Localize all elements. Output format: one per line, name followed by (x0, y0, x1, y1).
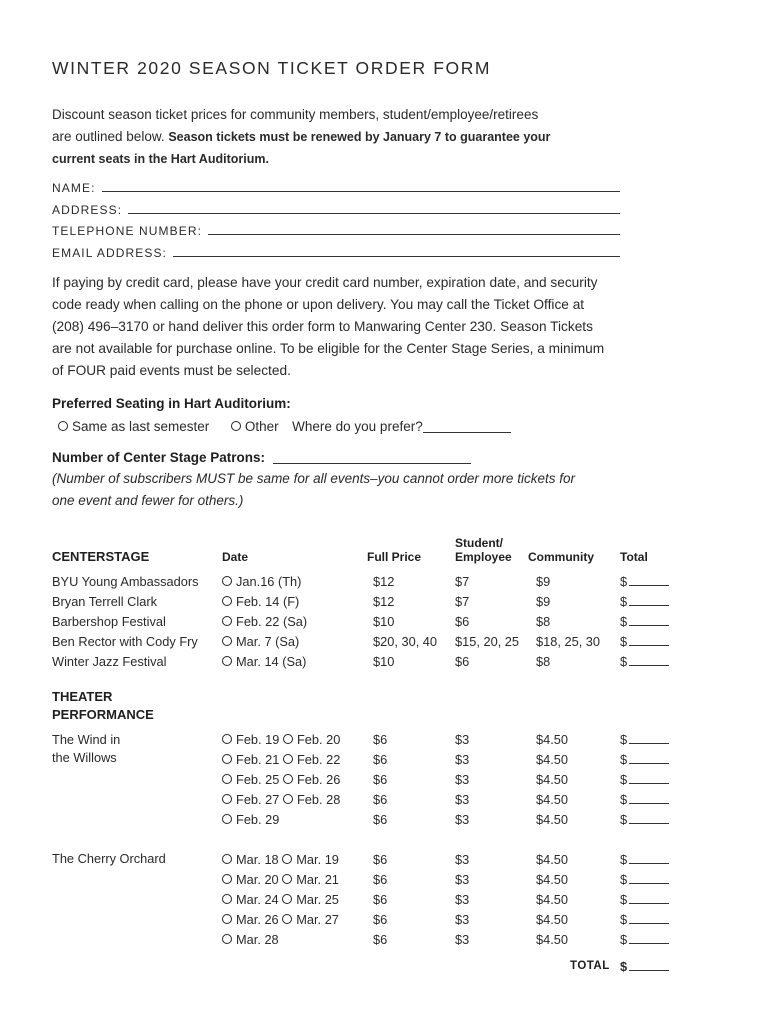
row-total[interactable] (620, 594, 669, 609)
event-name: Ben Rector with Cody Fry (52, 634, 198, 649)
date-radio[interactable] (283, 754, 293, 764)
radio-same-semester[interactable] (58, 421, 68, 431)
show-date: Mar. 25 (296, 892, 339, 907)
currency-symbol: $ (620, 852, 628, 867)
other-prompt: Where do you prefer? (292, 419, 423, 434)
show-date: Feb. 22 (296, 752, 341, 767)
full-price: $6 (373, 812, 388, 827)
telephone-label: TELEPHONE NUMBER: (52, 224, 203, 238)
student-price: $6 (455, 614, 470, 629)
student-price: $3 (455, 732, 470, 747)
show-date: Feb. 27 (236, 792, 280, 807)
patrons-heading-row (52, 450, 471, 465)
patrons-note (52, 468, 575, 512)
row-total[interactable] (620, 892, 669, 907)
community-price: $18, 25, 30 (536, 634, 601, 649)
row-total[interactable] (620, 732, 669, 747)
date-radio[interactable] (222, 656, 232, 666)
wind-title-line-1: The Wind in (52, 732, 121, 747)
full-price: $12 (373, 594, 395, 609)
show-date: Feb. 19 (236, 732, 280, 747)
date-radio[interactable] (283, 734, 293, 744)
full-price: $6 (373, 872, 388, 887)
event-date: Feb. 14 (F) (236, 594, 300, 609)
currency-symbol: $ (620, 872, 628, 887)
community-price: $8 (536, 654, 551, 669)
show-date: Mar. 18 (236, 852, 279, 867)
show-date: Mar. 28 (236, 932, 279, 947)
community-price: $4.50 (536, 852, 569, 867)
date-radio[interactable] (222, 914, 232, 924)
date-column-header: Date (222, 550, 249, 564)
show-date: Mar. 20 (236, 872, 279, 887)
currency-symbol: $ (620, 594, 628, 609)
patrons-note-line-1: (Number of subscribers MUST be same for all events–you cannot order more tickets for (52, 471, 575, 486)
student-price: $3 (455, 852, 470, 867)
date-radio[interactable] (222, 854, 232, 864)
community-price: $4.50 (536, 752, 569, 767)
show-date: Mar. 26 (236, 912, 279, 927)
other-label: Other (244, 419, 279, 434)
payment-line: are not available for purchase online. To be eligible for the Center Stage Series, a minimum (52, 341, 605, 356)
currency-symbol: $ (620, 574, 628, 589)
name-input-line[interactable] (102, 190, 620, 192)
patrons-heading: Number of Center Stage Patrons: (52, 450, 266, 465)
student-price: $3 (455, 872, 470, 887)
community-price: $4.50 (536, 732, 569, 747)
show-date: Feb. 21 (236, 752, 280, 767)
full-price: $6 (373, 752, 388, 767)
date-radio[interactable] (282, 854, 292, 864)
row-total[interactable] (620, 574, 669, 589)
currency-symbol: $ (620, 912, 628, 927)
show-date: Feb. 20 (296, 732, 341, 747)
show-date: Feb. 25 (236, 772, 280, 787)
currency-symbol: $ (620, 772, 628, 787)
row-total[interactable] (620, 634, 669, 649)
community-column-header: Community (528, 550, 594, 564)
full-price: $6 (373, 772, 388, 787)
date-radio[interactable] (222, 596, 232, 606)
date-radio[interactable] (222, 874, 232, 884)
student-price: $6 (455, 654, 470, 669)
student-price: $15, 20, 25 (455, 634, 520, 649)
date-radio[interactable] (222, 934, 232, 944)
row-total[interactable] (620, 752, 669, 767)
community-price: $4.50 (536, 792, 569, 807)
centerstage-heading: CENTERSTAGE (52, 549, 150, 564)
event-date: Mar. 14 (Sa) (236, 654, 307, 669)
telephone-input-line[interactable] (208, 233, 620, 235)
full-price: $6 (373, 852, 388, 867)
community-price: $4.50 (536, 772, 569, 787)
student-price: $3 (455, 792, 470, 807)
name-field[interactable] (52, 181, 620, 195)
grand-total[interactable] (620, 959, 669, 974)
date-radio[interactable] (222, 814, 232, 824)
currency-symbol: $ (620, 892, 628, 907)
theater-heading-line-2: PERFORMANCE (52, 707, 154, 722)
other-preference-input-line[interactable] (423, 432, 511, 433)
event-date: Feb. 22 (Sa) (236, 614, 308, 629)
address-input-line[interactable] (128, 212, 620, 214)
date-radio[interactable] (282, 914, 292, 924)
show-date: Mar. 24 (236, 892, 279, 907)
community-price: $4.50 (536, 892, 569, 907)
row-total[interactable] (620, 772, 669, 787)
date-radio[interactable] (222, 774, 232, 784)
show-date: Mar. 21 (296, 872, 339, 887)
email-input-line[interactable] (173, 255, 620, 257)
event-name: Winter Jazz Festival (52, 654, 167, 669)
community-price: $4.50 (536, 872, 569, 887)
payment-line: code ready when calling on the phone or upon delivery. You may call the Ticket Office at (52, 297, 585, 312)
payment-line: If paying by credit card, please have your credit card number, expiration date, and security (52, 275, 598, 290)
show-date: Feb. 28 (296, 792, 341, 807)
currency-symbol: $ (620, 792, 628, 807)
student-price: $3 (455, 932, 470, 947)
row-total[interactable] (620, 654, 669, 669)
same-semester-label: Same as last semester (72, 419, 210, 434)
show-date: Mar. 19 (296, 852, 339, 867)
event-name: Bryan Terrell Clark (52, 594, 158, 609)
student-price: $3 (455, 812, 470, 827)
date-radio[interactable] (222, 894, 232, 904)
student-price: $3 (455, 892, 470, 907)
student-price: $3 (455, 772, 470, 787)
email-field[interactable] (52, 246, 620, 260)
full-price: $10 (373, 654, 395, 669)
student-price: $7 (455, 574, 470, 589)
show-date: Feb. 26 (296, 772, 341, 787)
show-date: Feb. 29 (236, 812, 280, 827)
form-title: WINTER 2020 SEASON TICKET ORDER FORM (52, 58, 492, 78)
currency-symbol: $ (620, 959, 628, 974)
community-price: $4.50 (536, 932, 569, 947)
full-price: $6 (373, 912, 388, 927)
patrons-note-line-2: one event and fewer for others.) (52, 493, 244, 508)
intro-line-3-bold: current seats in the Hart Auditorium. (52, 152, 269, 166)
wind-title-line-2: the Willows (52, 750, 117, 765)
intro-line-2-plain: are outlined below. (52, 129, 169, 144)
row-total[interactable] (620, 872, 669, 887)
address-field[interactable] (52, 203, 620, 217)
total-label: TOTAL (570, 960, 610, 972)
row-total[interactable] (620, 792, 669, 807)
intro-line-1: Discount season ticket prices for community members, student/employee/retirees (52, 107, 539, 122)
cherry-orchard-title: The Cherry Orchard (52, 851, 166, 866)
intro-text (52, 104, 612, 170)
date-radio[interactable] (222, 734, 232, 744)
community-price: $9 (536, 574, 551, 589)
row-total[interactable] (620, 932, 669, 947)
row-total[interactable] (620, 614, 669, 629)
date-radio[interactable] (282, 874, 292, 884)
event-date: Jan.16 (Th) (236, 574, 302, 589)
currency-symbol: $ (620, 654, 628, 669)
payment-line: (208) 496–3170 or hand deliver this order form to Manwaring Center 230. Season Tickets (52, 319, 593, 334)
currency-symbol: $ (620, 812, 628, 827)
email-label: EMAIL ADDRESS: (52, 246, 167, 260)
full-price: $10 (373, 614, 395, 629)
currency-symbol: $ (620, 634, 628, 649)
intro-line-2-bold: Season tickets must be renewed by January 7 to guarantee your (168, 130, 551, 144)
full-price: $6 (373, 792, 388, 807)
patrons-input-line[interactable] (273, 463, 471, 464)
event-date: Mar. 7 (Sa) (236, 634, 300, 649)
radio-other[interactable] (231, 421, 241, 431)
student-column-header (455, 536, 512, 564)
student-price: $3 (455, 912, 470, 927)
student-header-line-2: Employee (455, 550, 512, 564)
event-name: Barbershop Festival (52, 614, 166, 629)
full-price: $6 (373, 932, 388, 947)
date-radio[interactable] (283, 794, 293, 804)
event-name: BYU Young Ambassadors (52, 574, 199, 589)
date-radio[interactable] (222, 754, 232, 764)
community-price: $4.50 (536, 812, 569, 827)
payment-info (52, 272, 652, 382)
community-price: $9 (536, 594, 551, 609)
currency-symbol: $ (620, 614, 628, 629)
currency-symbol: $ (620, 732, 628, 747)
telephone-field[interactable] (52, 224, 620, 238)
show-date: Mar. 27 (296, 912, 339, 927)
full-price: $6 (373, 892, 388, 907)
theater-heading (52, 688, 154, 724)
date-radio[interactable] (222, 636, 232, 646)
full-price: $12 (373, 574, 395, 589)
student-price: $7 (455, 594, 470, 609)
seating-heading: Preferred Seating in Hart Auditorium: (52, 396, 291, 411)
date-radio[interactable] (282, 894, 292, 904)
seating-options (58, 419, 511, 434)
full-price: $6 (373, 732, 388, 747)
theater-heading-line-1: THEATER (52, 689, 113, 704)
date-radio[interactable] (222, 794, 232, 804)
date-radio[interactable] (283, 774, 293, 784)
address-label: ADDRESS: (52, 203, 123, 217)
community-price: $8 (536, 614, 551, 629)
row-total[interactable] (620, 812, 669, 827)
community-price: $4.50 (536, 912, 569, 927)
date-radio[interactable] (222, 576, 232, 586)
full-price: $20, 30, 40 (373, 634, 438, 649)
student-header-line-1: Student/ (455, 536, 503, 550)
full-price-column-header: Full Price (367, 550, 422, 564)
row-total[interactable] (620, 912, 669, 927)
total-column-header: Total (620, 550, 648, 564)
payment-line: of FOUR paid events must be selected. (52, 363, 291, 378)
currency-symbol: $ (620, 752, 628, 767)
row-total[interactable] (620, 852, 669, 867)
date-radio[interactable] (222, 616, 232, 626)
currency-symbol: $ (620, 932, 628, 947)
name-label: NAME: (52, 181, 96, 195)
wind-willows-title (52, 731, 120, 767)
student-price: $3 (455, 752, 470, 767)
